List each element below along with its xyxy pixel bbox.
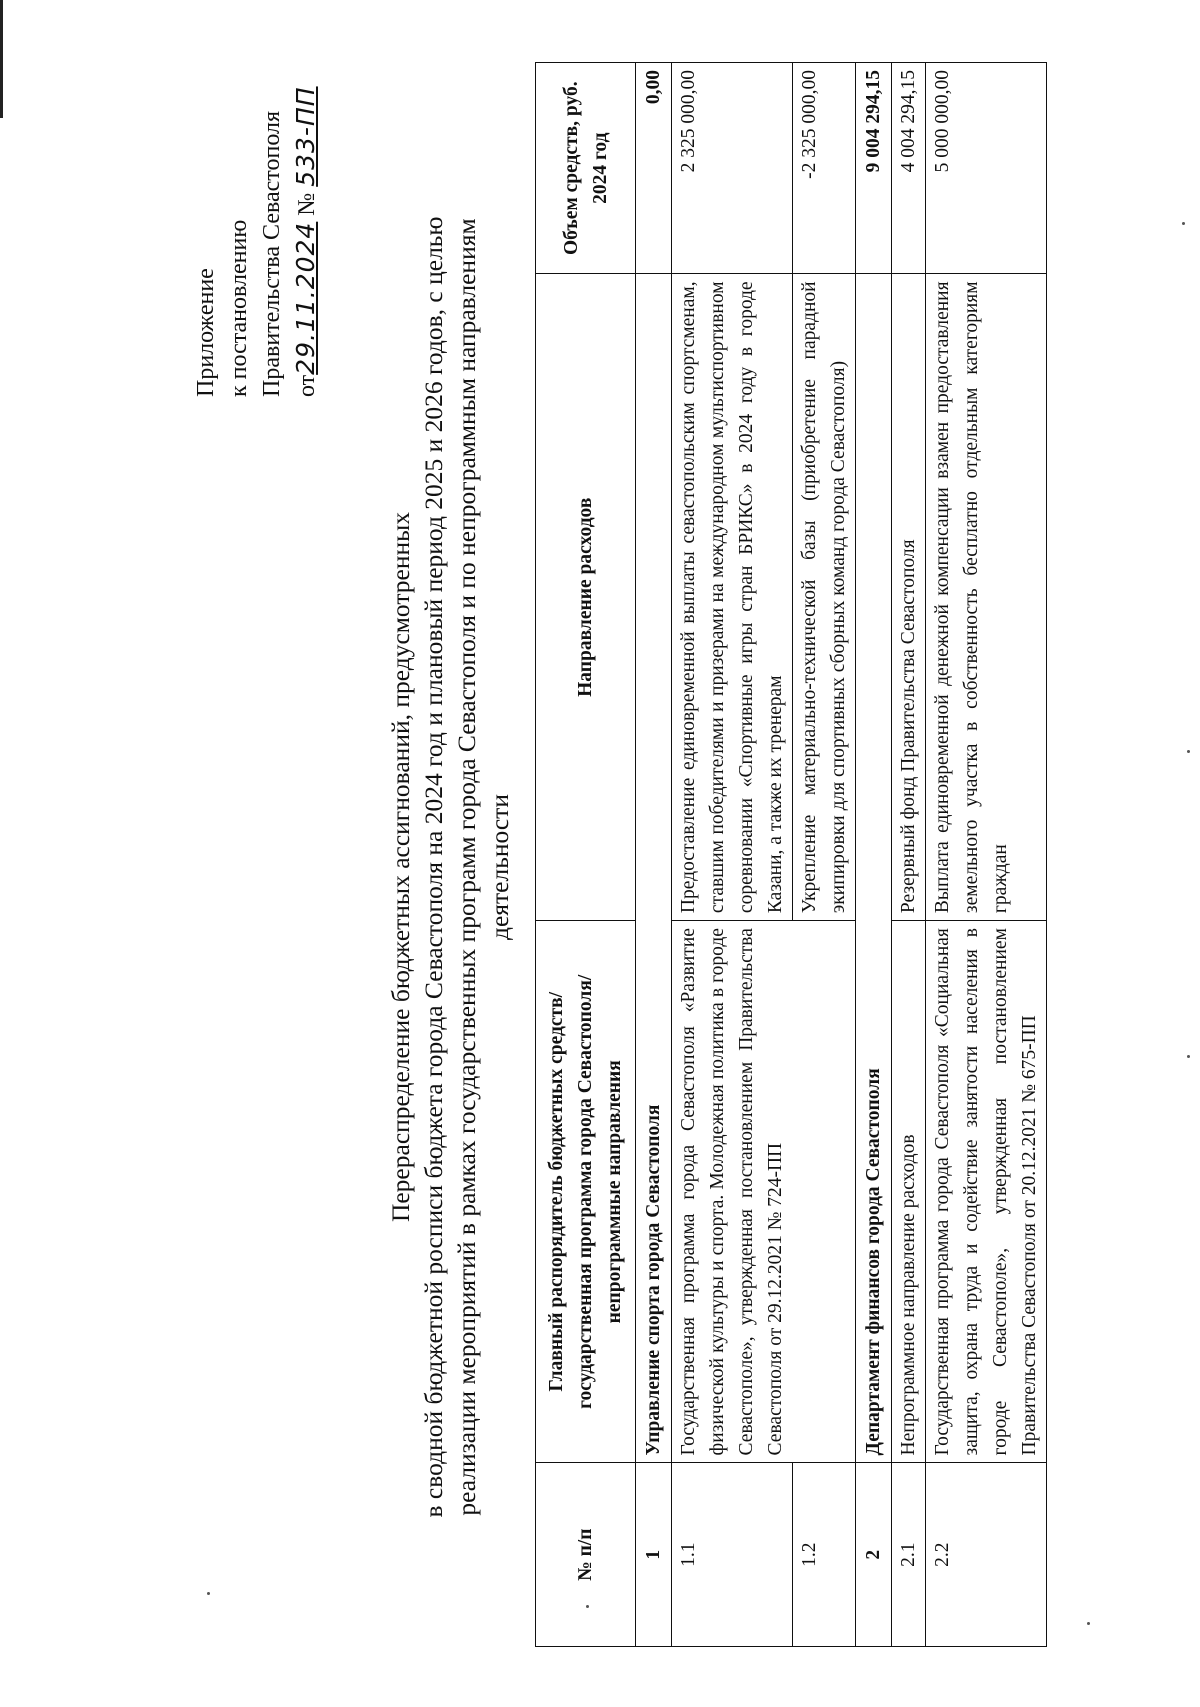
table-row xyxy=(672,63,793,1647)
header-org: Главный распорядитель бюджетных средств/государственная программа города Севастополя/непрограммные направления xyxy=(536,921,636,1463)
row-amount: 4 004 294,15 xyxy=(892,63,926,274)
row-direction: Укрепление материально-технической базы (приобретение парадной экипировки для спортивных сборных команд города Севастополя) xyxy=(793,274,856,921)
title-line: реализации мероприятий в рамках государственных программ города Севастополя и по непрограммным направлениям xyxy=(452,218,481,1516)
date-prefix: от xyxy=(294,374,320,397)
header-direction: Направление расходов xyxy=(536,274,636,921)
row-num: 1.2 xyxy=(793,1463,856,1647)
appendix-line: к постановлению xyxy=(226,219,252,397)
row-org: Государственная программа города Севастополя «Социальная защита, охрана труда и содействие занятости населения в городе Севастополе», утвержденная постановлением Правительства Севастополя от 20.12.2021 № 675-ПП xyxy=(926,921,1047,1463)
row-amount: 5 000 000,00 xyxy=(926,63,1047,274)
row-org: Государственная программа города Севастополя «Развитие физической культуры и спорта. Молодежная политика в городе Севастополе», утвержденная постановлением Правительства Севастополя от 29.12.2021 № 724-ПП xyxy=(672,921,856,1463)
table-row xyxy=(856,63,892,1647)
row-num: 2 xyxy=(856,1463,892,1647)
row-direction: Резервный фонд Правительства Севастополя xyxy=(892,274,926,921)
appendix-date-line xyxy=(289,17,324,397)
row-amount: 0,00 xyxy=(636,63,672,274)
row-direction: Выплата единовременной денежной компенсации взамен предоставления земельного участка в собственность бесплатно отдельным категориям граждан xyxy=(926,274,1047,921)
title-line: Перераспределение бюджетных ассигнований, предусмотренных xyxy=(386,511,415,1223)
handwritten-number: 533-ПП xyxy=(291,86,320,187)
title-line: в сводной бюджетной росписи бюджета города Севастополя на 2024 год и плановый период 2025 и 2026 годов, с целью xyxy=(419,216,448,1518)
row-amount: -2 325 000,00 xyxy=(793,63,856,274)
row-direction: Предоставление единовременной выплаты севастопольским спортсменам, ставшим победителями и призерами на международном мультиспортивном соревновании «Спортивные игры стран БРИКС» в 2024 году в городе Казани, а также их тренерам xyxy=(672,274,793,921)
table-row xyxy=(636,63,672,1647)
row-num: 2.2 xyxy=(926,1463,1047,1647)
row-org: Непрограммное направление расходов xyxy=(892,921,926,1463)
table-row xyxy=(892,63,926,1647)
row-org: Управление спорта города Севастополя xyxy=(636,274,672,1463)
handwritten-date: 29.11.2024 xyxy=(291,221,320,375)
row-num: 2.1 xyxy=(892,1463,926,1647)
allocation-table xyxy=(535,62,1047,1647)
title-line: деятельности xyxy=(485,794,514,940)
table-row xyxy=(926,63,1047,1647)
appendix-line: Приложение xyxy=(193,268,219,397)
appendix-line: Правительства Севастополя xyxy=(259,110,285,397)
row-num: 1 xyxy=(636,1463,672,1647)
table-header-row xyxy=(536,63,636,1647)
header-num: № п/п xyxy=(536,1463,636,1647)
row-amount: 9 004 294,15 xyxy=(856,63,892,274)
number-prefix: № xyxy=(294,192,320,216)
row-org: Департамент финансов города Севастополя xyxy=(856,274,892,1463)
row-amount: 2 325 000,00 xyxy=(672,63,793,274)
appendix-block xyxy=(190,17,324,397)
row-num: 1.1 xyxy=(672,1463,793,1647)
header-amount: Объем средств, руб. 2024 год xyxy=(536,63,636,274)
document-title xyxy=(384,87,516,1647)
